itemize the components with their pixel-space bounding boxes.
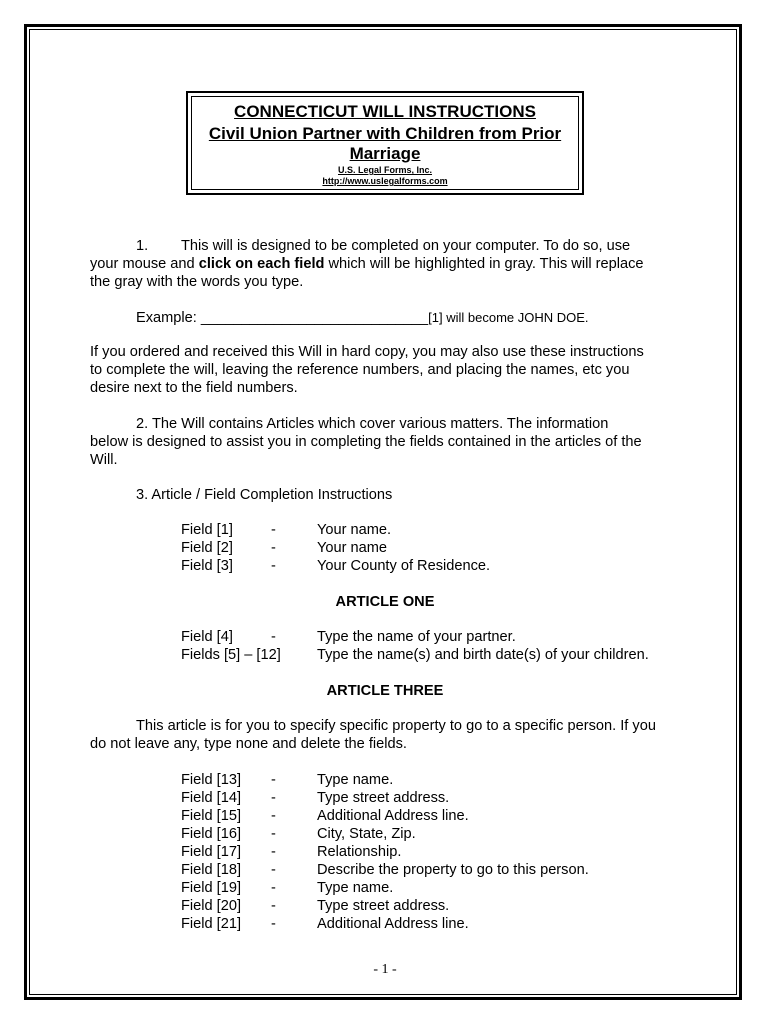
field-description: Type name. xyxy=(317,880,394,896)
document-subtitle-line1: Civil Union Partner with Children from Prior xyxy=(208,124,562,143)
field-label: Field [3] xyxy=(181,558,233,574)
document-subtitle-line2: Marriage xyxy=(349,144,421,163)
field-label: Field [16] xyxy=(181,826,242,842)
hardcopy-line1: If you ordered and received this Will in hard copy, you may also use these instructions xyxy=(90,344,644,360)
field-label: Field [1] xyxy=(181,522,233,538)
para1-line2-suffix: which will be highlighted in gray. This will replace xyxy=(324,256,644,272)
field-description: Relationship. xyxy=(317,844,402,860)
field-label: Field [20] xyxy=(181,898,242,914)
para3-line1: 3. Article / Field Completion Instructions xyxy=(136,487,393,503)
field-label: Field [21] xyxy=(181,916,242,932)
field-dash: - xyxy=(271,772,276,788)
field-dash: - xyxy=(271,790,276,806)
para1-number: 1. xyxy=(136,238,149,254)
field-dash: - xyxy=(271,826,276,842)
field-dash: - xyxy=(271,898,276,914)
example-line xyxy=(136,309,589,327)
field-label: Field [14] xyxy=(181,790,242,806)
example-label: Example: ____________________________ xyxy=(136,310,429,326)
field-dash: - xyxy=(271,916,276,932)
document-title: CONNECTICUT WILL INSTRUCTIONS xyxy=(234,102,536,121)
para2-line3: Will. xyxy=(90,452,118,468)
field-description: Type street address. xyxy=(317,790,450,806)
field-description: Your name xyxy=(317,540,388,556)
company-name: U.S. Legal Forms, Inc. xyxy=(337,165,433,175)
field-label: Field [13] xyxy=(181,772,242,788)
para1-line2-bold: click on each field xyxy=(198,256,325,272)
page-number: - 1 - xyxy=(373,962,397,977)
hardcopy-line2: to complete the will, leaving the reference numbers, and placing the names, etc you xyxy=(90,362,630,378)
para1-line2-prefix: your mouse and xyxy=(90,256,199,272)
field-dash: - xyxy=(271,540,276,556)
para1-line2 xyxy=(90,255,644,273)
para1-line3: the gray with the words you type. xyxy=(90,274,304,290)
field-description: City, State, Zip. xyxy=(317,826,416,842)
field-dash: - xyxy=(271,880,276,896)
field-label: Field [4] xyxy=(181,629,233,645)
field-description: Your County of Residence. xyxy=(317,558,491,574)
article-three-intro-line2: do not leave any, type none and delete the fields. xyxy=(90,736,407,752)
field-description: Type name. xyxy=(317,772,394,788)
article-three-intro-line1: This article is for you to specify specific property to go to a specific person. If you xyxy=(136,718,656,734)
hardcopy-line3: desire next to the field numbers. xyxy=(90,380,298,396)
field-description: Describe the property to go to this person. xyxy=(317,862,589,878)
field-dash: - xyxy=(271,808,276,824)
field-description: Additional Address line. xyxy=(317,916,469,932)
para2-line1: 2. The Will contains Articles which cover various matters. The information xyxy=(136,416,609,432)
field-dash: - xyxy=(271,629,276,645)
para2-line2: below is designed to assist you in completing the fields contained in the articles of the xyxy=(90,434,642,450)
article-three-heading: ARTICLE THREE xyxy=(326,683,444,699)
field-description: Additional Address line. xyxy=(317,808,469,824)
field-label: Field [17] xyxy=(181,844,242,860)
field-description: Type the name of your partner. xyxy=(317,629,516,645)
para1-line1: This will is designed to be completed on your computer. To do so, use xyxy=(181,238,631,254)
field-dash: - xyxy=(271,558,276,574)
field-label: Field [19] xyxy=(181,880,242,896)
example-suffix: [1] will become JOHN DOE. xyxy=(428,310,589,325)
field-description: Your name. xyxy=(317,522,392,538)
field-label: Field [15] xyxy=(181,808,242,824)
field-label: Field [18] xyxy=(181,862,242,878)
field-description: Type street address. xyxy=(317,898,450,914)
company-url: http://www.uslegalforms.com xyxy=(322,176,448,186)
field-dash: - xyxy=(271,522,276,538)
field-description: Type the name(s) and birth date(s) of your children. xyxy=(317,647,649,663)
article-one-heading: ARTICLE ONE xyxy=(335,594,435,610)
field-label: Field [2] xyxy=(181,540,233,556)
field-dash: - xyxy=(271,862,276,878)
field-label: Fields [5] – [12] xyxy=(181,647,281,663)
field-dash: - xyxy=(271,844,276,860)
